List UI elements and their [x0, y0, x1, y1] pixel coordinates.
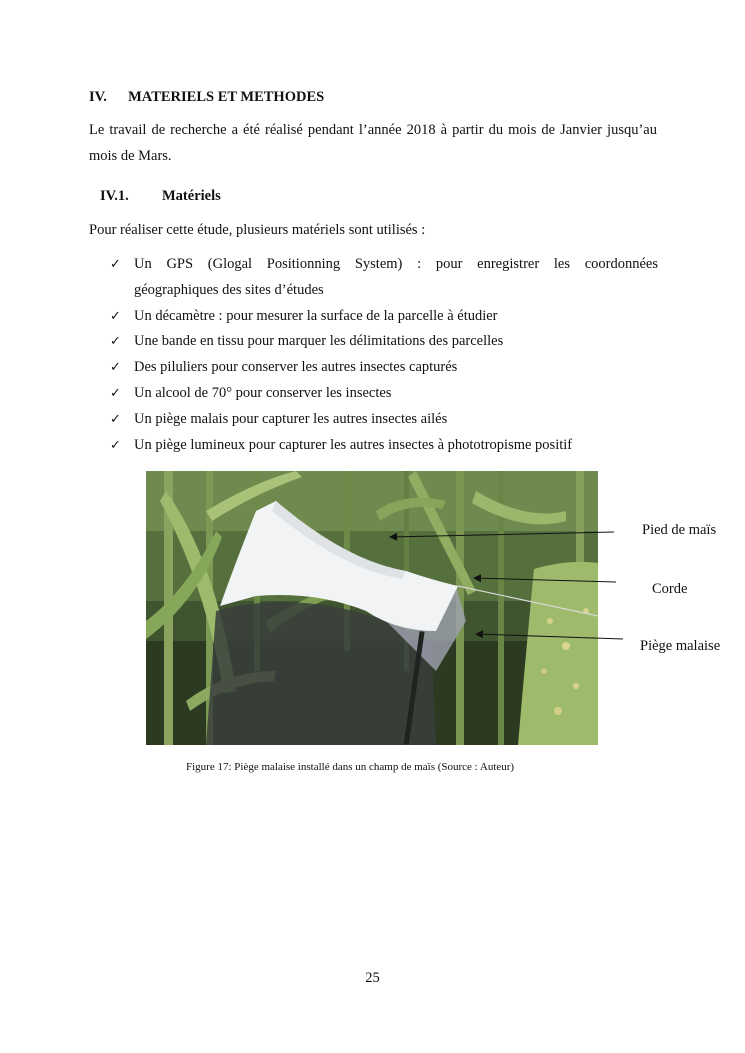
list-item-text: Un alcool de 70° pour conserver les insectes	[134, 384, 392, 401]
label-piege-malaise: Piège malaise	[640, 638, 721, 654]
subsection-intro: Pour réaliser cette étude, plusieurs matériels sont utilisés :	[89, 222, 426, 238]
checkmark-icon: ✓	[110, 360, 121, 376]
list-item-text: Une bande en tissu pour marquer les délimitations des parcelles	[134, 333, 504, 350]
label-corde: Corde	[652, 581, 688, 597]
list-item-text-continued: géographiques des sites d’études	[134, 281, 324, 298]
section-intro: Le travail de recherche a été réalisé pendant l’année 2018 à partir du mois de Janvier jusqu’au mois de Mars.	[89, 122, 657, 164]
label-pied-de-mais: Pied de maïs	[642, 522, 717, 538]
list-item-text: Un piège lumineux pour capturer les autres insectes à phototropisme positif	[134, 436, 573, 453]
section-number: IV.	[89, 89, 107, 105]
checkmark-icon: ✓	[110, 334, 121, 350]
checkmark-icon: ✓	[110, 437, 121, 453]
checkmark-icon: ✓	[110, 385, 121, 401]
figure-caption: Figure 17: Piège malaise installé dans un champ de maïs (Source : Auteur)	[186, 761, 515, 773]
page-number: 25	[365, 970, 380, 986]
list-item-text: Des piluliers pour conserver les autres insectes capturés	[134, 359, 458, 376]
arrow-corde	[474, 578, 616, 582]
checkmark-icon: ✓	[110, 411, 121, 427]
arrow-piege-malaise	[476, 634, 623, 639]
checkmark-icon: ✓	[110, 257, 121, 272]
list-item-text: Un piège malais pour capturer les autres insectes ailés	[134, 410, 448, 427]
list-item-text: Un GPS (Glogal Positionning System) : pour enregistrer les coordonnées	[134, 256, 658, 272]
section-title: MATERIELS ET METHODES	[128, 89, 325, 105]
list-item-text: Un décamètre : pour mesurer la surface de la parcelle à étudier	[134, 307, 498, 324]
subsection-title: Matériels	[162, 188, 221, 204]
arrow-pied-de-mais	[390, 532, 614, 537]
subsection-number: IV.1.	[100, 188, 129, 204]
checkmark-icon: ✓	[110, 308, 121, 324]
